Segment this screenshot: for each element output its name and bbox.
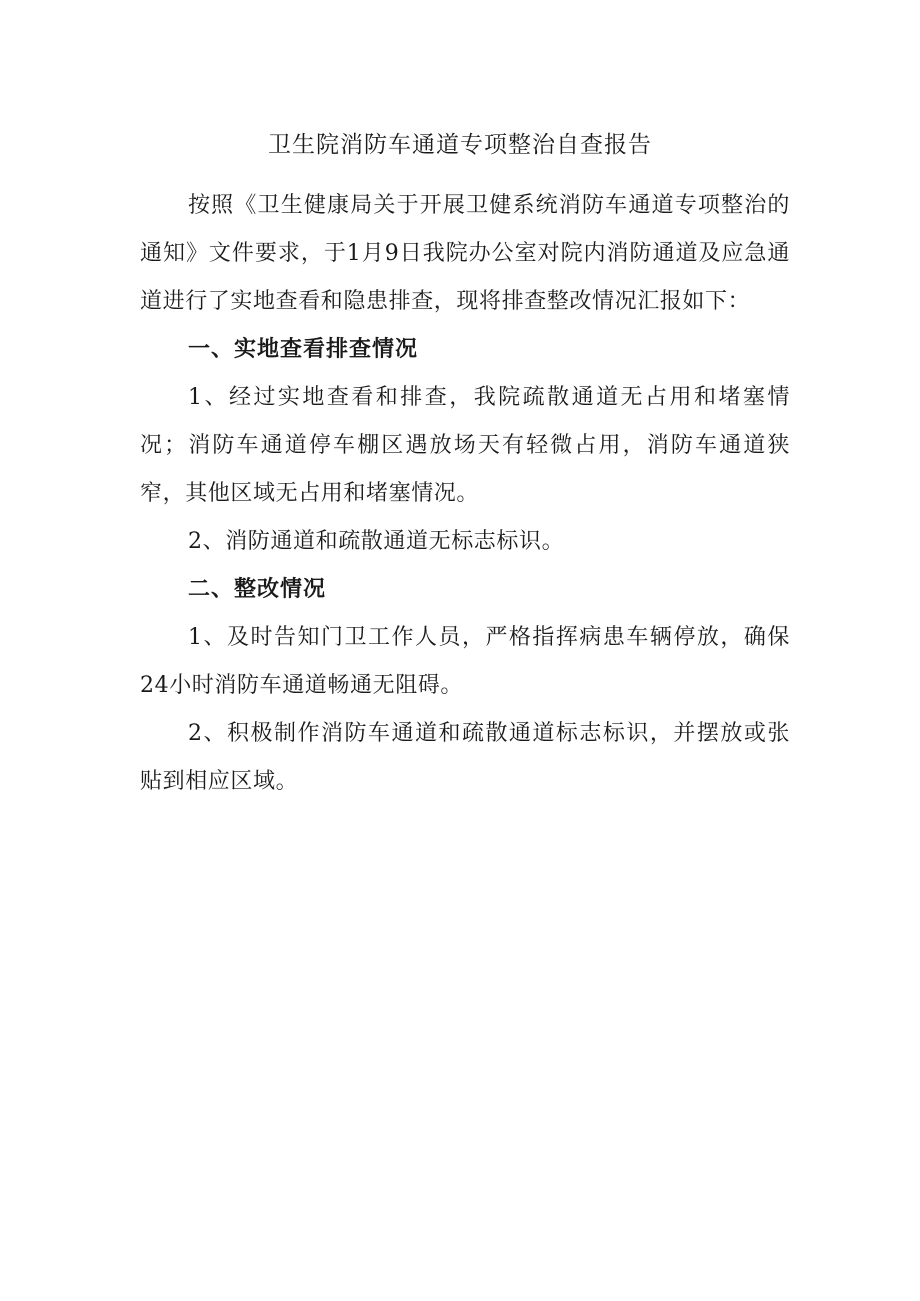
document-title: 卫生院消防车通道专项整治自查报告	[268, 132, 652, 158]
document-body	[140, 182, 790, 806]
intro-paragraph: 按照《卫生健康局关于开展卫健系统消防车通道专项整治的通知》文件要求，于1月9日我院办公室对院内消防通道及应急通道进行了实地查看和隐患排查，现将排查整改情况汇报如下：	[140, 193, 790, 314]
inspection-item-1: 1、经过实地查看和排查，我院疏散通道无占用和堵塞情况；消防车通道停车棚区遇放场天有轻微占用，消防车通道狭窄，其他区域无占用和堵塞情况。	[140, 385, 790, 506]
rectification-item-1: 1、及时告知门卫工作人员，严格指挥病患车辆停放，确保24小时消防车通道畅通无阻碍。	[140, 625, 790, 698]
rectification-item-2: 2、积极制作消防车通道和疏散通道标志标识，并摆放或张贴到相应区域。	[140, 721, 790, 794]
section-heading-inspection: 一、实地查看排查情况	[188, 337, 419, 362]
inspection-item-2: 2、消防通道和疏散通道无标志标识。	[188, 529, 565, 554]
section-heading-rectification: 二、整改情况	[188, 577, 327, 602]
